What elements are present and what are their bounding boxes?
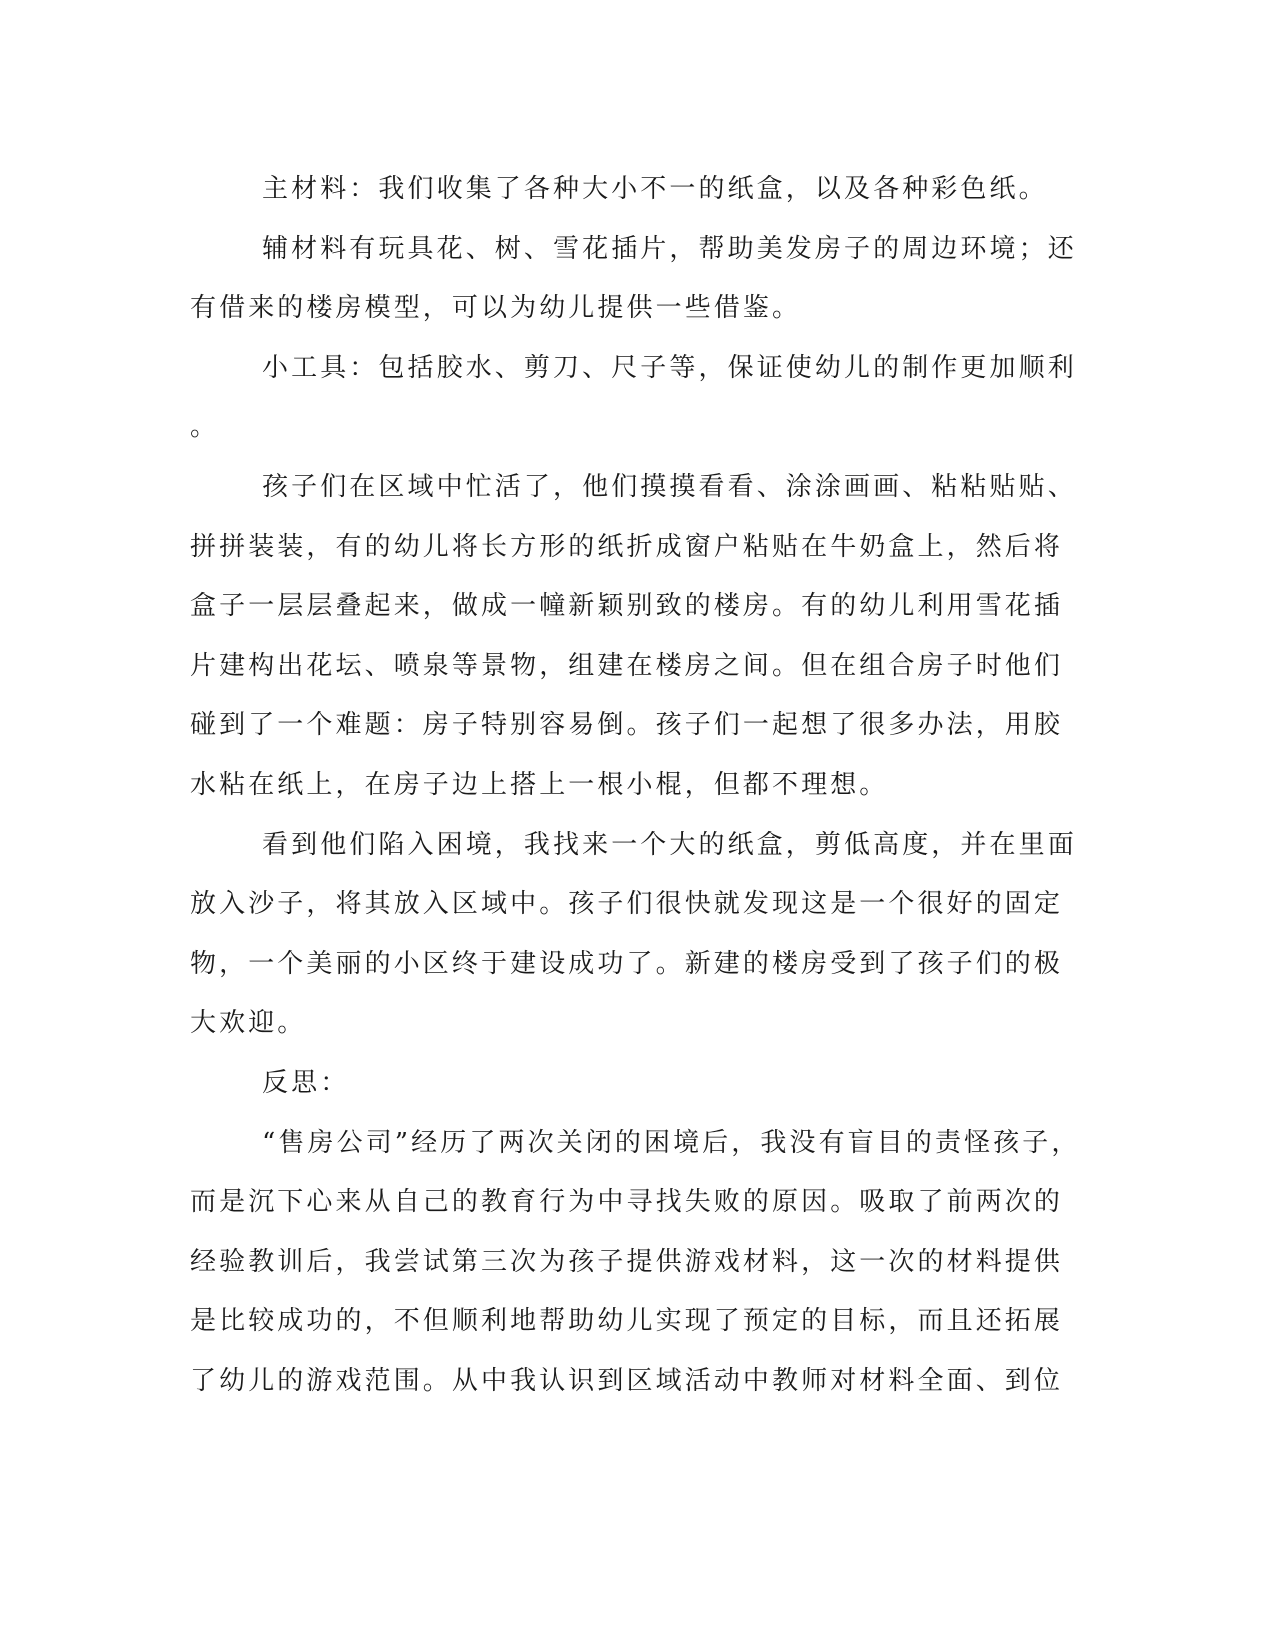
paragraph-tools-line-1: 小工具：包括胶水、剪刀、尺子等，保证使幼儿的制作更加顺利 xyxy=(262,352,1077,383)
paragraph-reflection-line-1: “售房公司”经历了两次关闭的困境后，我没有盲目的责怪孩子， xyxy=(262,1127,1081,1158)
section-heading-reflection: 反思： xyxy=(262,1067,350,1098)
paragraph-activity-line-6: 水粘在纸上，在房子边上搭上一根小棍，但都不理想。 xyxy=(190,769,889,800)
paragraph-reflection-line-5: 了幼儿的游戏范围。从中我认识到区域活动中教师对材料全面、到位 xyxy=(190,1365,1064,1396)
paragraph-reflection-line-3: 经验教训后，我尝试第三次为孩子提供游戏材料，这一次的材料提供 xyxy=(190,1246,1064,1277)
paragraph-solution-line-3: 物，一个美丽的小区终于建设成功了。新建的楼房受到了孩子们的极 xyxy=(190,948,1064,979)
paragraph-main-materials: 主材料：我们收集了各种大小不一的纸盒，以及各种彩色纸。 xyxy=(262,174,1048,204)
paragraph-reflection-line-2: 而是沉下心来从自己的教育行为中寻找失败的原因。吸取了前两次的 xyxy=(190,1187,1064,1218)
paragraph-activity-line-3: 盒子一层层叠起来，做成一幢新颖别致的楼房。有的幼儿利用雪花插 xyxy=(190,591,1064,622)
paragraph-solution-line-1: 看到他们陷入困境，我找来一个大的纸盒，剪低高度，并在里面 xyxy=(262,829,1077,860)
paragraph-reflection-line-4: 是比较成功的，不但顺利地帮助幼儿实现了预定的目标，而且还拓展 xyxy=(190,1306,1064,1337)
paragraph-solution-line-2: 放入沙子，将其放入区域中。孩子们很快就发现这是一个很好的固定 xyxy=(190,889,1064,920)
document-body xyxy=(190,160,1081,1411)
paragraph-tools-line-2: 。 xyxy=(190,412,220,443)
paragraph-aux-materials-line-1: 辅材料有玩具花、树、雪花插片，帮助美发房子的周边环境；还 xyxy=(262,233,1077,264)
paragraph-aux-materials-line-2: 有借来的楼房模型，可以为幼儿提供一些借鉴。 xyxy=(190,293,802,324)
paragraph-activity-line-4: 片建构出花坛、喷泉等景物，组建在楼房之间。但在组合房子时他们 xyxy=(190,650,1064,681)
paragraph-activity-line-1: 孩子们在区域中忙活了，他们摸摸看看、涂涂画画、粘粘贴贴、 xyxy=(262,471,1077,502)
paragraph-activity-line-2: 拼拼装装，有的幼儿将长方形的纸折成窗户粘贴在牛奶盒上，然后将 xyxy=(190,531,1064,562)
paragraph-solution-line-4: 大欢迎。 xyxy=(190,1008,307,1039)
paragraph-activity-line-5: 碰到了一个难题：房子特别容易倒。孩子们一起想了很多办法，用胶 xyxy=(190,710,1064,741)
